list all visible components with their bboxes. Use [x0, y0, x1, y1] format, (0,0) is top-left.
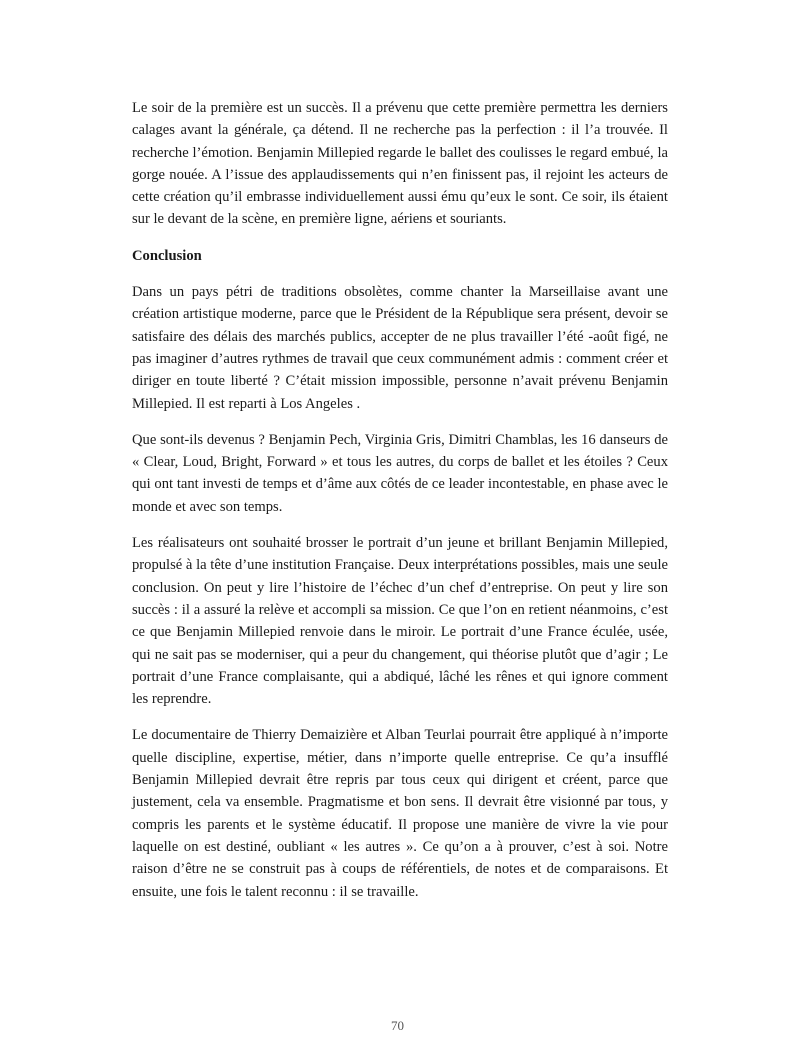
paragraph-conclusion-1: Dans un pays pétri de traditions obsolètes, comme chanter la Marseillaise avant une création artistique moderne, parce que le Président de la République sera présent, devoir se satisfaire des délais des marchés publics, accepter de ne plus travailler l’été -août figé, ne pas imaginer d’autres rythmes de travail que ceux communément admis : comment créer et diriger en toute liberté ? C’était mission impossible, personne n’avait prévenu Benjamin Millepied. Il est reparti à Los Angeles . [132, 284, 668, 412]
paragraph-conclusion-2: Que sont-ils devenus ? Benjamin Pech, Virginia Gris, Dimitri Chamblas, les 16 danseurs de « Clear, Loud, Bright, Forward » et tous les autres, du corps de ballet et les étoiles ? Ceux qui ont tant investi de temps et d’âme aux côtés de ce leader incontestable, en phase avec le monde et avec son temps. [132, 431, 668, 515]
paragraph-conclusion-3: Les réalisateurs ont souhaité brosser le portrait d’un jeune et brillant Benjamin Millepied, propulsé à la tête d’une institution Française. Deux interprétations possibles, mais une seule conclusion. On peut y lire l’histoire de l’échec d’un chef d’entreprise. On peut y lire son succès : il a assuré la relève et accompli sa mission. Ce que l’on en retient néanmoins, c’est ce que Benjamin Millepied renvoie dans le miroir. Le portrait d’une France éculée, usée, qui ne sait pas se moderniser, qui a peur du changement, qui théorise plutôt que d’agir ; Le portrait d’une France complaisante, qui a abdiqué, lâché les rênes et qui ignore comment les reprendre. [132, 535, 668, 708]
page-number: 70 [391, 1018, 404, 1033]
section-heading-conclusion: Conclusion [132, 247, 202, 264]
paragraph-conclusion-4: Le documentaire de Thierry Demaizière et Alban Teurlai pourrait être appliqué à n’importe quelle discipline, expertise, métier, dans n’importe quelle entreprise. Ce qu’a insufflé Benjamin Millepied devrait être repris par tous ceux qui dirigent et créent, parce que justement, cela va ensemble. Pragmatisme et bon sens. Il devrait être visionné par tous, y compris les parents et le système éducatif. Il propose une manière de vivre la vie pour laquelle on est destiné, oubliant « les autres ». Ce qu’on a à prouver, c’est à soi. Notre raison d’être ne se construit pas à coups de référentiels, de notes et de comparaisons. Et ensuite, une fois le talent reconnu : il se travaille. [132, 727, 668, 900]
paragraph-premiere: Le soir de la première est un succès. Il a prévenu que cette première permettra les derniers calages avant la générale, ça détend. Il ne recherche pas la perfection : il l’a trouvée. Il recherche l’émotion. Benjamin Millepied regarde le ballet des coulisses le regard embué, la gorge nouée. A l’issue des applaudissements qui n’en finissent pas, il rejoint les acteurs de cette création qu’il embrasse individuellement aussi ému qu’eux le sont. Ce soir, ils étaient sur le devant de la scène, en première ligne, aériens et souriants. [132, 100, 668, 228]
page-content [132, 97, 668, 917]
